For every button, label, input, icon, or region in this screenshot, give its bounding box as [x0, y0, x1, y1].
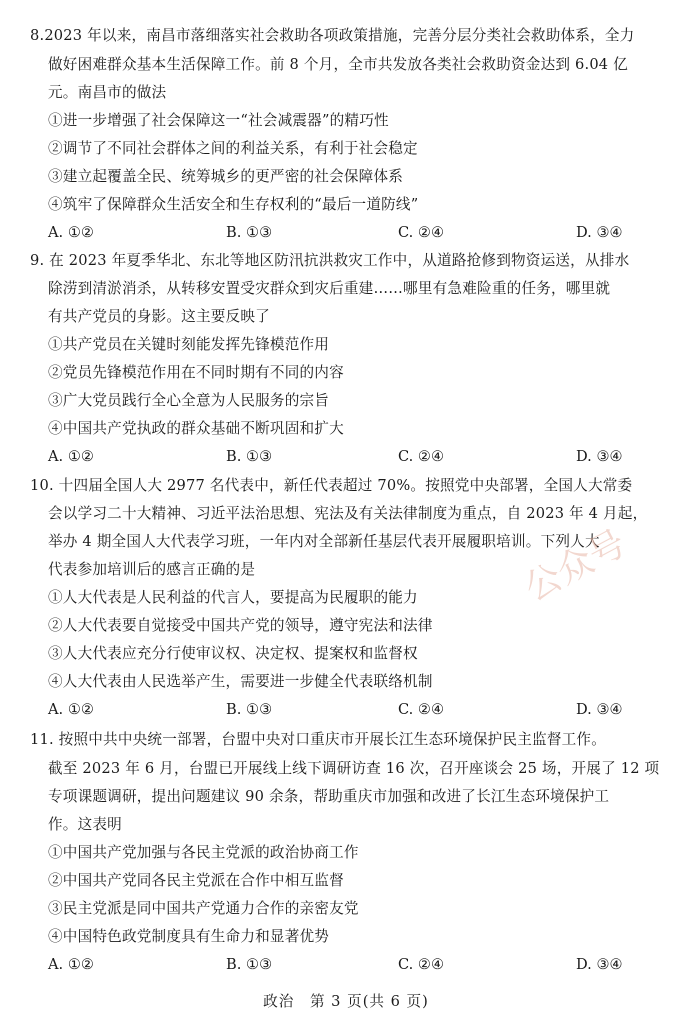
answer-options — [48, 447, 658, 467]
question-text-line: 有共产党员的身影。这主要反映了 — [48, 308, 270, 325]
statement-line: ①中国共产党加强与各民主党派的政治协商工作 — [48, 844, 359, 861]
statement-line: ④中国特色政党制度具有生命力和显著优势 — [48, 928, 330, 945]
statement-line: ②党员先锋模范作用在不同时期有不同的内容 — [48, 364, 344, 381]
question-text-line: 代表参加培训后的感言正确的是 — [48, 561, 256, 578]
statement-line: ②调节了不同社会群体之间的利益关系，有利于社会稳定 — [48, 140, 418, 157]
option-d[interactable]: D. ③④ — [576, 448, 623, 465]
question-text-line: 截至 2023 年 6 月，台盟已开展线上线下调研访查 16 次，召开座谈会 25 场，开展了 12 项 — [48, 760, 660, 777]
watermark: 公众号 — [518, 522, 633, 610]
question-text-line: 做好困难群众基本生活保障工作。前 8 个月，全市共发放各类社会救助资金达到 6.04 亿 — [48, 56, 628, 73]
answer-options — [48, 223, 658, 243]
question-text-line: 11. 按照中共中央统一部署，台盟中央对口重庆市开展长江生态环境保护民主监督工作。 — [30, 731, 607, 748]
statement-line: ①人大代表是人民利益的代言人，要提高为民履职的能力 — [48, 589, 418, 606]
question-text-line: 作。这表明 — [48, 816, 122, 833]
question-text-line: 元。南昌市的做法 — [48, 84, 167, 101]
option-b[interactable]: B. ①③ — [226, 448, 273, 465]
question-text-line: 除涝到清淤消杀，从转移安置受灾群众到灾后重建……哪里有急难险重的任务，哪里就 — [48, 280, 611, 297]
question-text-line: 会以学习二十大精神、习近平法治思想、宪法及有关法律制度为重点，自 2023 年 4 月起， — [48, 505, 648, 522]
option-c[interactable]: C. ②④ — [398, 224, 445, 241]
page-footer: 政治 第 3 页(共 6 页) — [263, 993, 429, 1010]
question-text-line: 专项课题调研，提出问题建议 90 余条，帮助重庆市加强和改进了长江生态环境保护工 — [48, 788, 610, 805]
statement-line: ③广大党员践行全心全意为人民服务的宗旨 — [48, 392, 330, 409]
question-text-line: 10. 十四届全国人大 2977 名代表中，新任代表超过 70%。按照党中央部署，全国人大常委 — [30, 477, 633, 494]
statement-line: ①进一步增强了社会保障这一“社会减震器”的精巧性 — [48, 112, 389, 129]
option-d[interactable]: D. ③④ — [576, 956, 623, 973]
option-a[interactable]: A. ①② — [48, 701, 94, 718]
statement-line: ④人大代表由人民选举产生，需要进一步健全代表联络机制 — [48, 673, 433, 690]
option-c[interactable]: C. ②④ — [398, 448, 445, 465]
statement-line: ②中国共产党同各民主党派在合作中相互监督 — [48, 872, 344, 889]
option-c[interactable]: C. ②④ — [398, 701, 445, 718]
question-text-line: 举办 4 期全国人大代表学习班，一年内对全部新任基层代表开展履职培训。下列人大 — [48, 533, 600, 550]
option-b[interactable]: B. ①③ — [226, 224, 273, 241]
statement-line: ④筑牢了保障群众生活安全和生存权利的“最后一道防线” — [48, 196, 419, 213]
answer-options — [48, 700, 658, 720]
statement-line: ③建立起覆盖全民、统筹城乡的更严密的社会保障体系 — [48, 168, 404, 185]
option-b[interactable]: B. ①③ — [226, 956, 273, 973]
statement-line: ③人大代表应充分行使审议权、决定权、提案权和监督权 — [48, 645, 418, 662]
option-b[interactable]: B. ①③ — [226, 701, 273, 718]
option-c[interactable]: C. ②④ — [398, 956, 445, 973]
option-a[interactable]: A. ①② — [48, 448, 94, 465]
option-d[interactable]: D. ③④ — [576, 701, 623, 718]
question-text-line: 9. 在 2023 年夏季华北、东北等地区防汛抗洪救灾工作中，从道路抢修到物资运送，从排水 — [30, 252, 630, 269]
option-a[interactable]: A. ①② — [48, 956, 94, 973]
question-text-line: 8.2023 年以来，南昌市落细落实社会救助各项政策措施，完善分层分类社会救助体系，全力 — [30, 27, 635, 44]
statement-line: ①共产党员在关键时刻能发挥先锋模范作用 — [48, 336, 330, 353]
statement-line: ④中国共产党执政的群众基础不断巩固和扩大 — [48, 420, 344, 437]
statement-line: ②人大代表要自觉接受中国共产党的领导，遵守宪法和法律 — [48, 617, 433, 634]
option-d[interactable]: D. ③④ — [576, 224, 623, 241]
answer-options — [48, 955, 658, 975]
option-a[interactable]: A. ①② — [48, 224, 94, 241]
statement-line: ③民主党派是同中国共产党通力合作的亲密友党 — [48, 900, 359, 917]
